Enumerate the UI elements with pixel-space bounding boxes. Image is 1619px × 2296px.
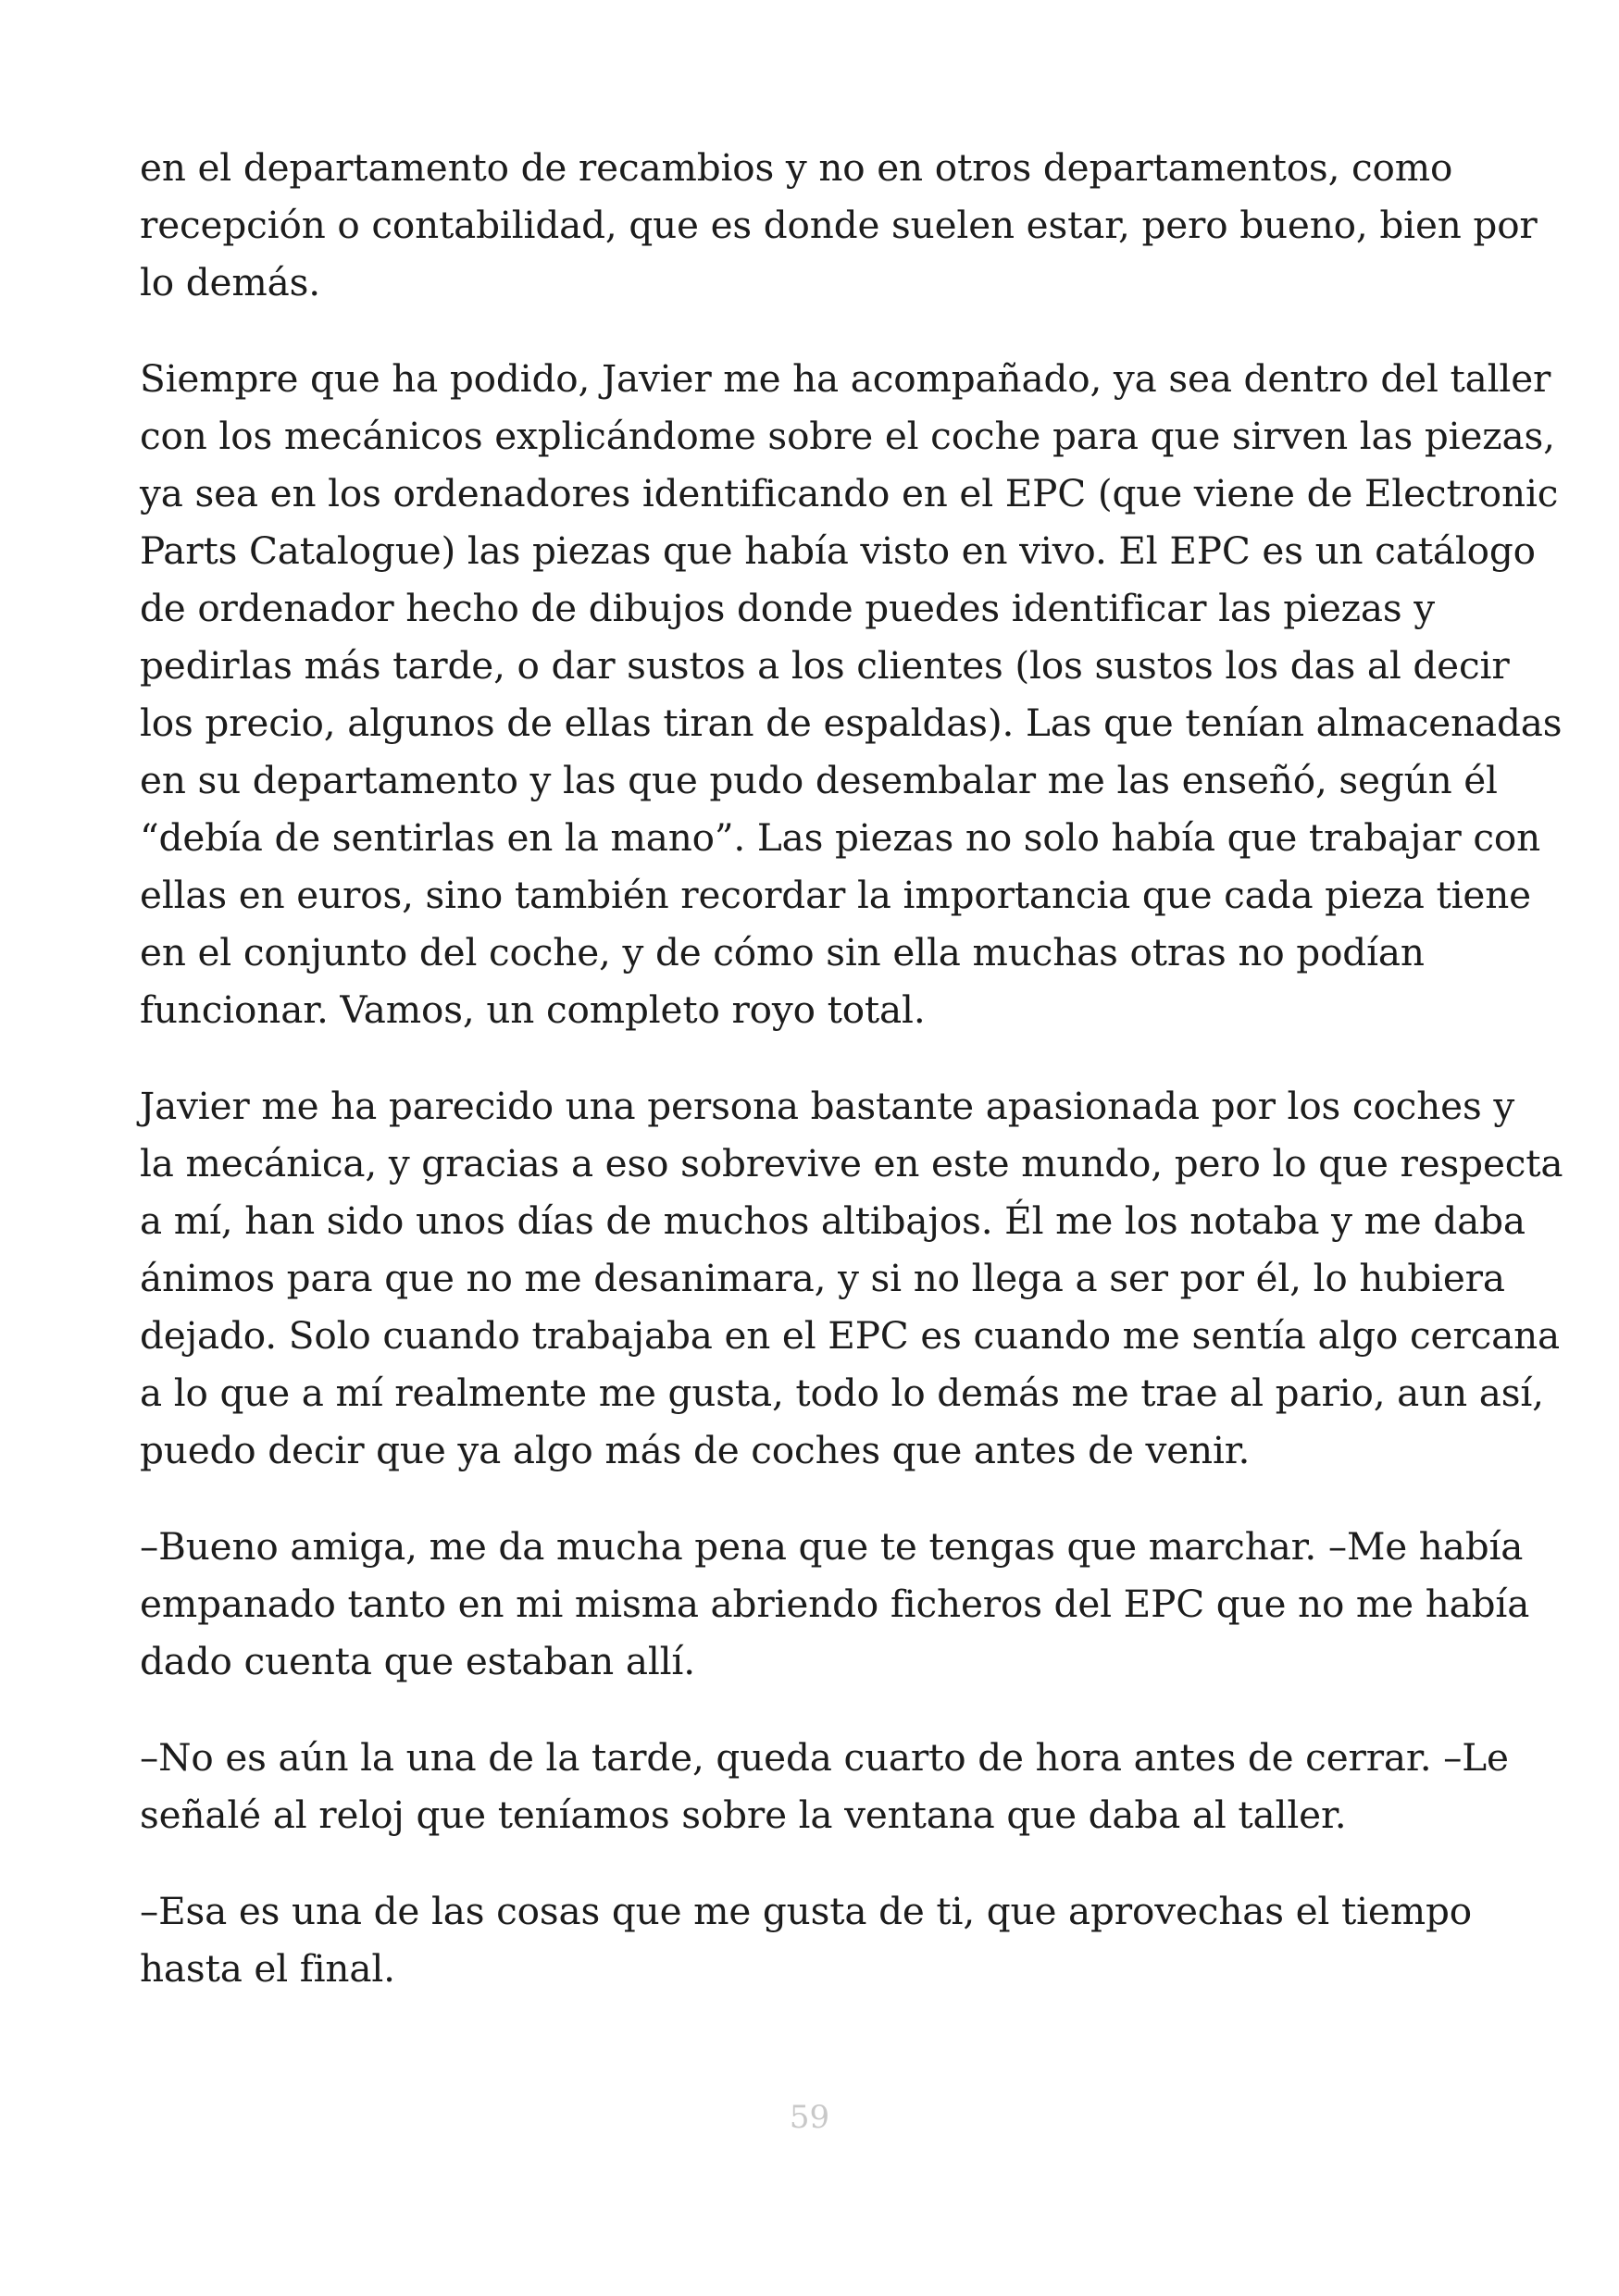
text-line: Javier me ha parecido una persona bastante apasionada por los coches y (140, 1084, 1515, 1128)
paragraph-3 (140, 1077, 1563, 1479)
text-line: funcionar. Vamos, un completo royo total. (140, 987, 926, 1032)
text-line: la mecánica, y gracias a eso sobrevive en este mundo, pero lo que respecta (140, 1141, 1563, 1185)
text-line: con los mecánicos explicándome sobre el coche para que sirven las piezas, (140, 414, 1555, 458)
text-line: dejado. Solo cuando trabajaba en el EPC es cuando me sentía algo cercana (140, 1313, 1561, 1358)
page-number: 59 (789, 2099, 830, 2136)
text-line: “debía de sentirlas en la mano”. Las piezas no solo había que trabajar con (140, 815, 1541, 860)
body-text (140, 139, 1563, 1997)
text-line: Siempre que ha podido, Javier me ha acompañado, ya sea dentro del taller (140, 356, 1551, 401)
text-line: hasta el final. (140, 1946, 395, 1991)
paragraph-2 (140, 350, 1563, 1038)
paragraph-6 (140, 1882, 1501, 1997)
paragraph-5 (140, 1729, 1509, 1843)
paragraph-1 (140, 139, 1538, 311)
text-line: dado cuenta que estaban allí. (140, 1639, 695, 1683)
paragraph-4 (140, 1518, 1530, 1690)
text-line: en su departamento y las que pudo desembalar me las enseñó, según él (140, 758, 1498, 802)
text-line: en el conjunto del coche, y de cómo sin ella muchas otras no podían (140, 930, 1425, 974)
text-line: lo demás. (140, 260, 320, 304)
text-line: señalé al reloj que teníamos sobre la ventana que daba al taller. (140, 1793, 1347, 1837)
text-line: puedo decir que ya algo más de coches que antes de venir. (140, 1428, 1251, 1472)
text-line: en el departamento de recambios y no en otros departamentos, como (140, 145, 1453, 190)
text-line: los precio, algunos de ellas tiran de espaldas). Las que tenían almacenadas (140, 701, 1563, 745)
text-line: empanado tanto en mi misma abriendo ficheros del EPC que no me había (140, 1582, 1530, 1626)
text-line: de ordenador hecho de dibujos donde puedes identificar las piezas y (140, 586, 1435, 630)
text-line: –Bueno amiga, me da mucha pena que te tengas que marchar. –Me había (140, 1524, 1524, 1569)
text-line: a mí, han sido unos días de muchos altibajos. Él me los notaba y me daba (140, 1198, 1526, 1243)
text-line: pedirlas más tarde, o dar sustos a los clientes (los sustos los das al decir (140, 643, 1510, 688)
text-line: –No es aún la una de la tarde, queda cuarto de hora antes de cerrar. –Le (140, 1735, 1509, 1780)
text-line: –Esa es una de las cosas que me gusta de ti, que aprovechas el tiempo (140, 1889, 1472, 1933)
text-line: a lo que a mí realmente me gusta, todo lo demás me trae al pario, aun así, (140, 1371, 1544, 1415)
text-line: ya sea en los ordenadores identificando en el EPC (que viene de Electronic (140, 471, 1559, 515)
text-line: recepción o contabilidad, que es donde suelen estar, pero bueno, bien por (140, 203, 1538, 247)
text-line: ellas en euros, sino también recordar la importancia que cada pieza tiene (140, 873, 1531, 917)
text-line: ánimos para que no me desanimara, y si no llega a ser por él, lo hubiera (140, 1256, 1505, 1300)
text-line: Parts Catalogue) las piezas que había visto en vivo. El EPC es un catálogo (140, 528, 1536, 573)
